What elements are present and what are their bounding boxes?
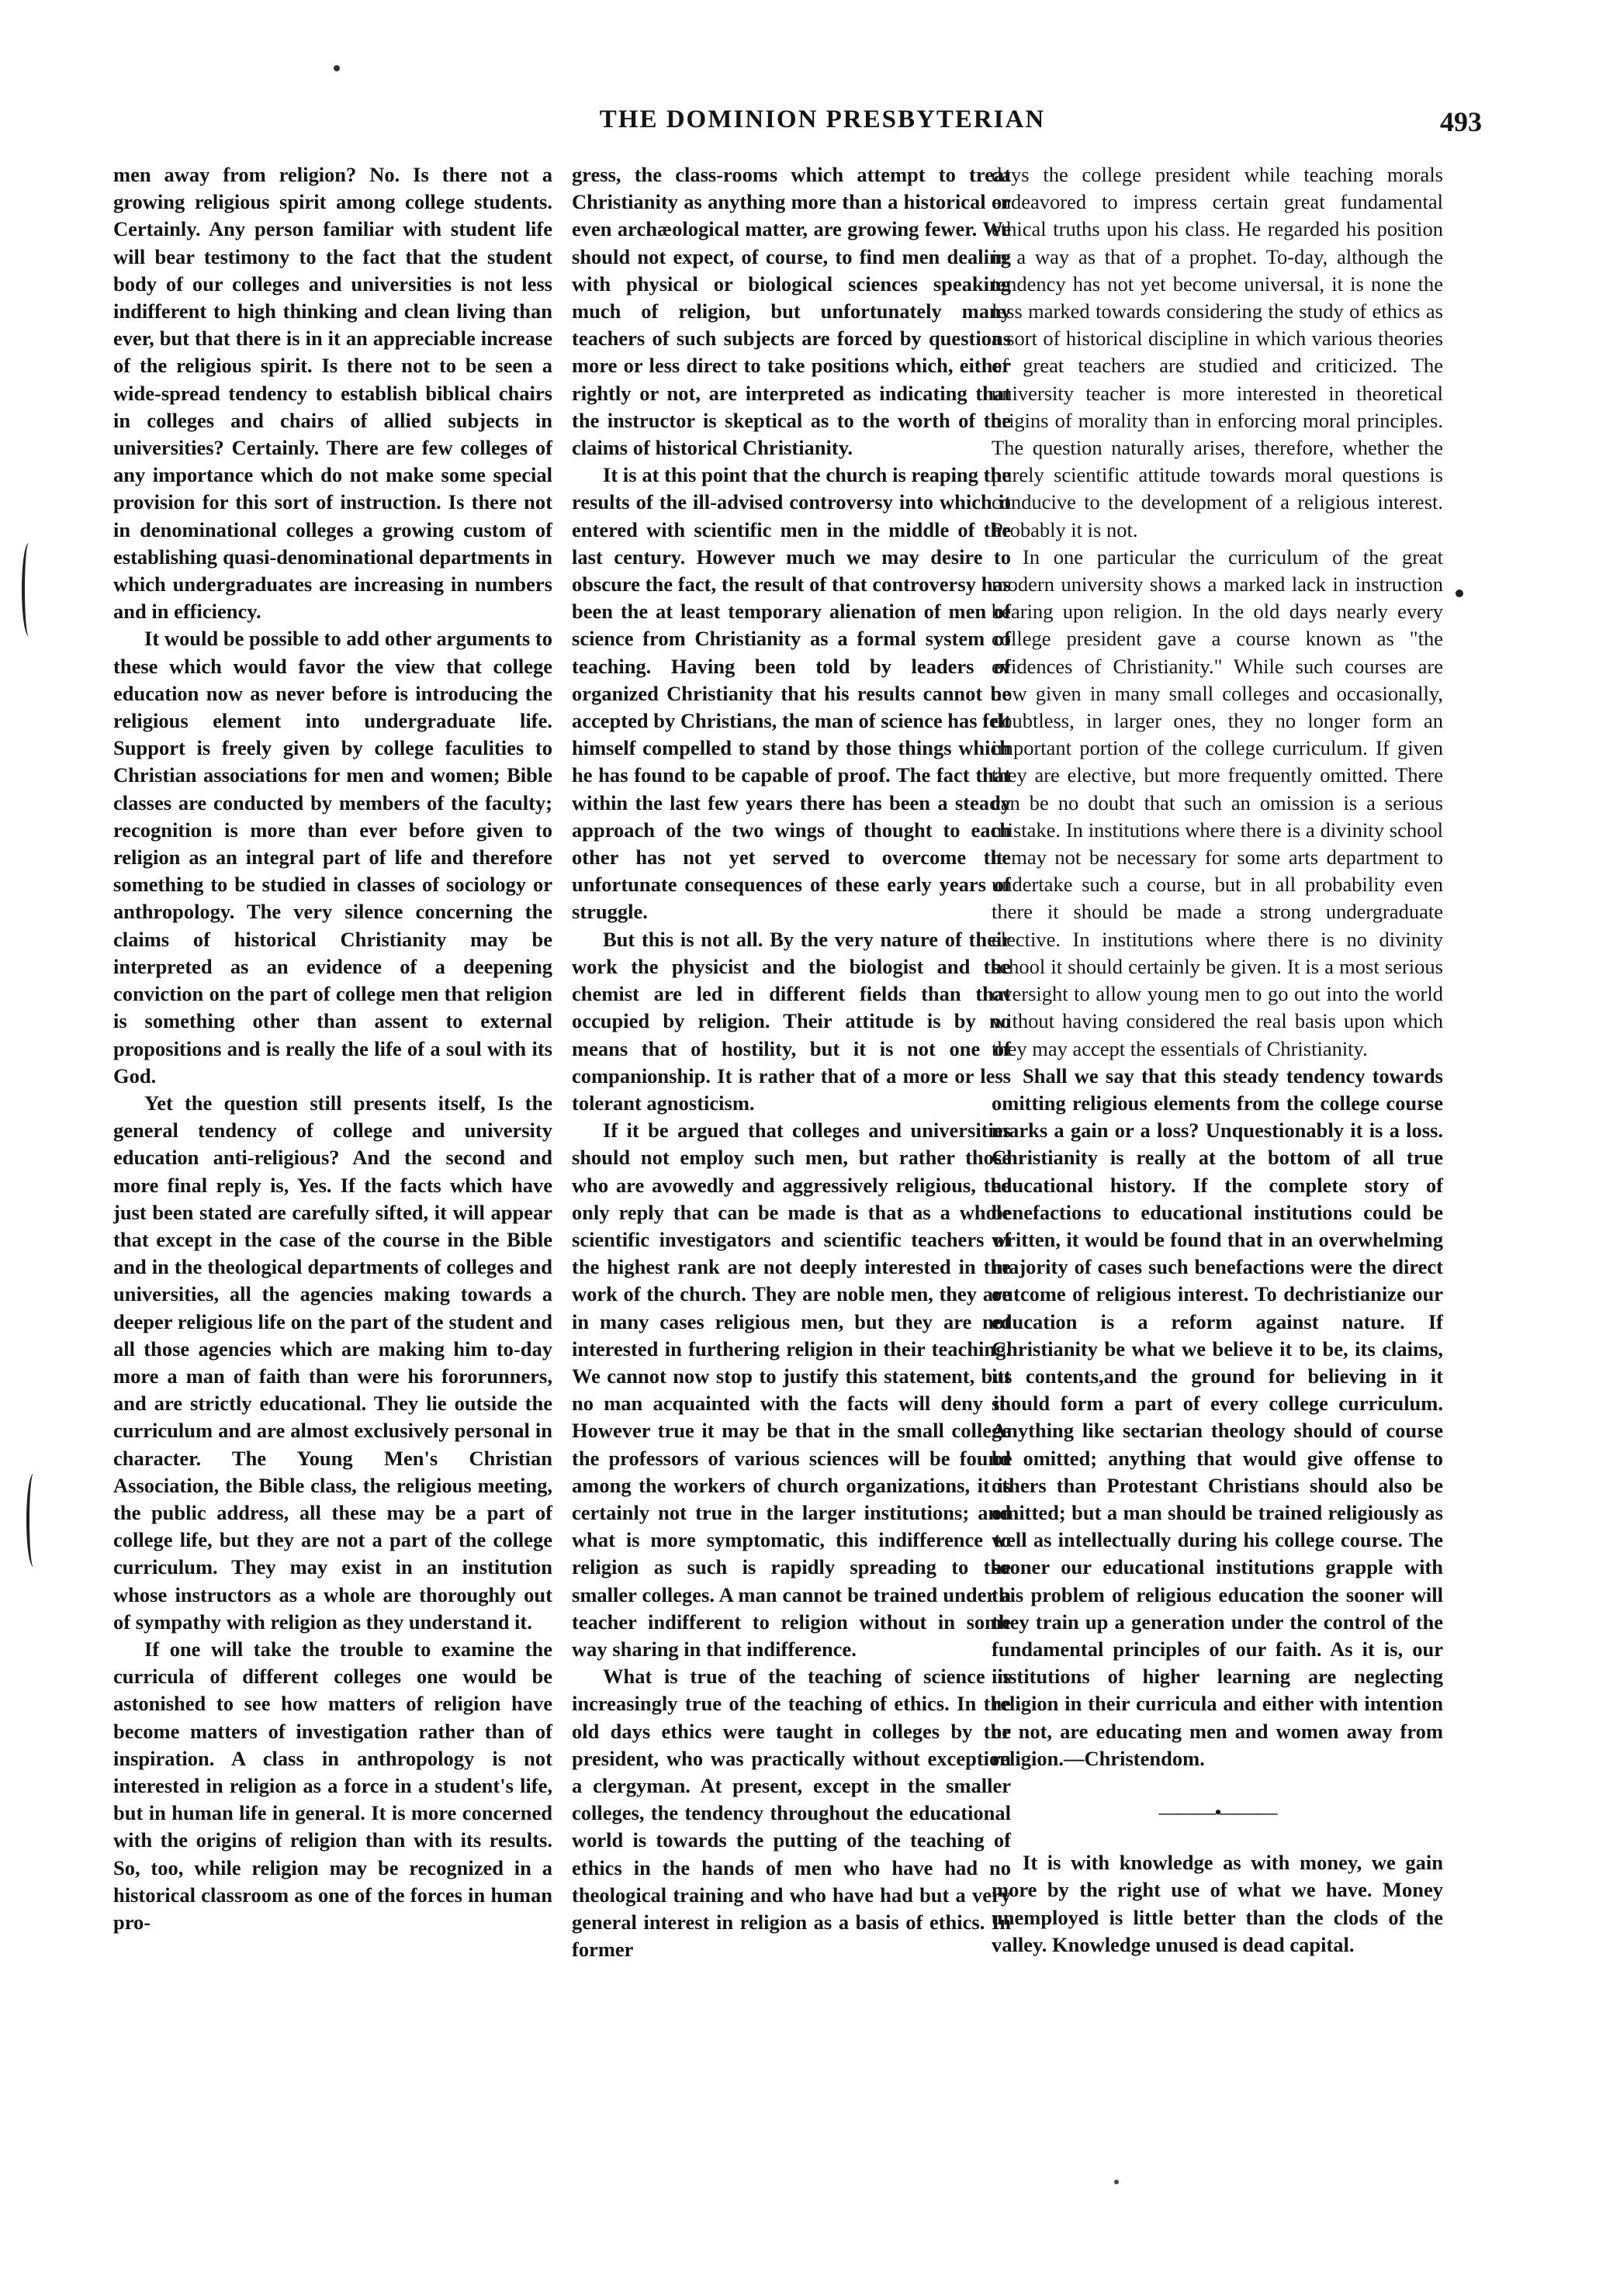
binding-mark xyxy=(26,1474,40,1567)
paragraph: In one particular the curriculum of the great modern university shows a marked lack in instruction bearing upon religion. In the old days nearly every college president gave a course known as "the evidences of Christianity." While such courses are now given in many small colleges and occasionally, doubtless, in larger ones, they no longer form an important portion of the college curriculum. If given they are elective, but more frequently omitted. There can be no doubt that such an omission is a serious mistake. In institutions where there is a divinity school it may not be necessary for some arts department to undertake such a course, but in all probability even there it should be made a strong undergraduate elective. In institutions where there is no divinity school it should certainly be given. It is a most serious oversight to allow young men to go out into the world without having considered the real basis upon which they may accept the essentials of Christianity. xyxy=(992,545,1443,1060)
page-number: 493 xyxy=(1440,106,1482,137)
paragraph: men away from religion? No. Is there not a growing religious spirit among college students. Certainly. Any person familiar with student life will bear testimony to the fact that the student body of our colleges and universities is not less indifferent to high thinking and clean living than ever, but that there is in it an appreciable increase of the religious spirit. Is there not to be seen a wide-spread tendency to establish biblical chairs in colleges and chairs of allied subjects in universities? Certainly. There are few colleges of any importance which do not make some special provision for this sort of instruction. Is there not in denominational colleges a growing custom of establishing quasi-denominational departments in which undergraduates are increasing in numbers and in efficiency. xyxy=(113,163,552,624)
paragraph: If it be argued that colleges and universities should not employ such men, but rather those who are avowedly and aggressively religious, the only reply that can be made is that as a whole scientific investigators and scientific teachers of the highest rank are not deeply interested in the work of the church. They are noble men, they are in many cases religious men, but they are not interested in furthering religion in their teaching. We cannot now stop to justify this statement, but no man acquainted with the facts will deny it. However true it may be that in the small college the professors of various sciences will be found among the workers of church organizations, it is certainly not true in the larger institutions; and what is more symptomatic, this indifference to religion as such is rapidly spreading to the smaller colleges. A man cannot be trained under a teacher indifferent to religion without in some way sharing in that indifference. xyxy=(572,1119,1011,1661)
paragraph: It would be possible to add other arguments to these which would favor the view that college education now as never before is introducing the religious element into undergraduate life. Support is freely given by college faculities to Christian associations for men and women; Bible classes are conducted by members of the faculty; recognition is more than ever before given to religion as an integral part of life and therefore something to be studied in classes of sociology or anthropology. The very silence concerning the claims of historical Christianity may be interpreted as an evidence of a deepening conviction on the part of college men that religion is something other than assent to external propositions and is really the life of a soul with its God. xyxy=(113,627,552,1087)
print-speck xyxy=(1456,590,1463,597)
paragraph: days the college president while teaching morals endeavored to impress certain great fundamental ethical truths upon his class. He regarded his position in a way as that of a prophet. To-day, although the tendency has not yet become universal, it is none the less marked towards considering the study of ethics as a sort of historical discipline in which various theories of great teachers are studied and criticized. The university teacher is more interested in theoretical origins of morality than in enforcing moral principles. The question naturally arises, therefore, whether the purely scientific attitude towards moral questions is conducive to the development of a religious interest. Probably it is not. xyxy=(992,163,1443,541)
paragraph: But this is not all. By the very nature of their work the physicist and the biologist and the chemist are led in different fields than that occupied by religion. Their attitude is by no means that of hostility, but it is not one of companionship. It is rather that of a more or less tolerant agnosticism. xyxy=(572,927,1011,1115)
print-speck xyxy=(1114,2180,1119,2184)
filler-paragraph: It is with knowledge as with money, we gain more by the right use of what we have. Money unemployed is little better than the clods of the valley. Knowledge unused is dead capital. xyxy=(992,1851,1443,1956)
column-right xyxy=(992,161,1443,1959)
binding-mark xyxy=(22,543,36,636)
paragraph: gress, the class-rooms which attempt to treat Christianity as anything more than a historical or even archæological matter, are growing fewer. We should not expect, of course, to find men dealing with physical or biological sciences speaking much of religion, but unfortunately many teachers of such subjects are forced by questions more or less direct to take positions which, either rightly or not, are interpreted as indicating that the instructor is skeptical as to the worth of the claims of historical Christianity. xyxy=(572,163,1011,460)
page-header xyxy=(109,105,1505,152)
paragraph: If one will take the trouble to examine the curricula of different colleges one would be astonished to see how matters of religion have become matters of investigation rather than of inspiration. A class in anthropology is not interested in religion as a force in a student's life, but in human life in general. It is more concerned with the origins of religion than with its results. So, too, while religion may be recognized in a historical classroom as one of the forces in human pro- xyxy=(113,1637,552,1934)
column-middle xyxy=(572,161,1011,1963)
paragraph: What is true of the teaching of science is increasingly true of the teaching of ethics. In the old days ethics were taught in colleges by the president, who was practically without exception a clergyman. At present, except in the smaller colleges, the tendency throughout the educational world is towards the putting of the teaching of ethics in the hands of men who have had no theological training and who have had but a very general interest in religion as a basis of ethics. In former xyxy=(572,1665,1011,1962)
paragraph: Shall we say that this steady tendency towards omitting religious elements from the college course marks a gain or a loss? Unquestionably it is a loss. Christianity is really at the bottom of all true educational history. If the complete story of benefactions to educational institutions could be written, it would be found that in an overwhelming majority of cases such benefactions were the direct outcome of religious interest. To dechristianize our education is a reform against nature. If Christianity be what we believe it to be, its claims, its contents,and the ground for believing in it should form a part of every college curriculum. Anything like sectarian theology should of course be omitted; anything that would give offense to others than Protestant Christians should also be omitted; but a man should be trained religiously as well as intellectually during his college course. The sooner our educational institutions grapple with this problem of religious education the sooner will they train up a generation under the control of the fundamental principles of our faith. As it is, our institutions of higher learning are neglecting religion in their curricula and either with intention or not, are educating men and women away from religion.—Christendom. xyxy=(992,1063,1443,1770)
section-divider: ———•——— xyxy=(1158,1800,1276,1824)
publication-title: THE DOMINION PRESBYTERIAN xyxy=(599,105,1046,133)
column-left xyxy=(113,161,552,1936)
paragraph: Yet the question still presents itself, Is the general tendency of college and university education anti-religious? And the second and more final reply is, Yes. If the facts which have just been stated are carefully sifted, it will appear that except in the case of the course in the Bible and in the theological departments of colleges and universities, all the agencies making towards a deeper religious life on the part of the student and all those agencies which are making him to-day more a man of faith than were his fororunners, and are strictly educational. They lie outside the curriculum and are almost exclusively personal in character. The Young Men's Christian Association, the Bible class, the religious meeting, the public address, all these may be a part of college life, but they are not a part of the college curriculum. They may exist in an institution whose instructors as a whole are thoroughly out of sympathy with religion as they understand it. xyxy=(113,1091,552,1634)
print-speck xyxy=(334,65,340,71)
paragraph: It is at this point that the church is reaping the results of the ill-advised controversy into which it entered with scientific men in the middle of the last century. However much we may desire to obscure the fact, the result of that controversy has been the at least temporary alienation of men of science from Christianity as a formal system of teaching. Having been told by leaders of organized Christianity that his results cannot be accepted by Christians, the man of science has felt himself compelled to stand by those things which he has found to be capable of proof. The fact that within the last few years there has been a steady approach of the two wings of thought to each other has not yet served to overcome the unfortunate consequences of these early years of struggle. xyxy=(572,463,1012,924)
